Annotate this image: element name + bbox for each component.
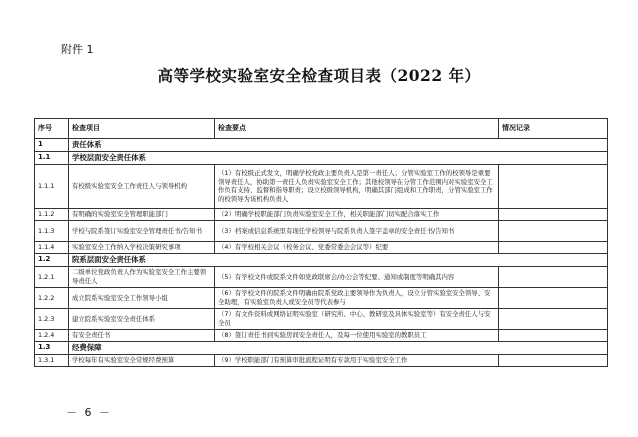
row-number: 1.1.3 xyxy=(35,220,69,241)
record-cell xyxy=(499,308,608,329)
row-number: 1.2.4 xyxy=(35,329,69,341)
section-row xyxy=(35,151,608,164)
header-item: 检查项目 xyxy=(69,119,215,139)
table-row xyxy=(35,354,608,366)
check-item: 有明确的实验室安全管理职能部门 xyxy=(69,208,215,220)
row-number: 1.2.1 xyxy=(35,266,69,287)
header-no: 序号 xyxy=(35,119,69,139)
record-cell xyxy=(499,241,608,253)
check-points: （3）档案或信息系统里有现任学校领导与院系负责人签字盖章的安全责任书/告知书 xyxy=(215,220,499,241)
check-points: （1）有校级正式发文，明确学校党政主要负责人是第一责任人；分管实验室工作的校领导是重要领导责任人，协助第一责任人负责实验室安全工作；其他校领导在分管工作范围内对实验室安全工作负有支持、监督和指导职责；设立校级领导机构，明确其部门组成和工作职责，分管实验室工作的校领导为该机构负责人 xyxy=(215,164,499,208)
check-item: 二级单位党政负责人作为实验室安全工作主要领导责任人 xyxy=(69,266,215,287)
row-number: 1.1.2 xyxy=(35,208,69,220)
record-cell xyxy=(499,220,608,241)
document-title: 高等学校实验室安全检查项目表（2022 年） xyxy=(157,66,481,85)
table-row xyxy=(35,308,608,329)
row-number: 1 xyxy=(35,139,69,152)
table-row xyxy=(35,220,608,241)
inspection-table xyxy=(34,118,608,367)
section-title: 学校层面安全责任体系 xyxy=(69,151,608,164)
page-number: － 6 － xyxy=(66,406,112,419)
row-number: 1.2 xyxy=(35,253,69,266)
row-number: 1.1.1 xyxy=(35,164,69,208)
section-row xyxy=(35,341,608,354)
check-points: （5）有学校文件或院系文件如党政联席会/办公会等纪要、通知或制度等明确其内容 xyxy=(215,266,499,287)
check-points: （4）有学校相关会议（校务会议、党委常委会会议等）纪要 xyxy=(215,241,499,253)
row-number: 1.2.2 xyxy=(35,287,69,308)
check-points: （6）有学校文件的院系文件明确由院系党政主要领导作为负责人，设立分管实验室安全领导、安全助理，有实验室负责人或安全员等代表参与 xyxy=(215,287,499,308)
check-points: （9）学校职能部门有预算审批流程证明有专款用于实验室安全工作 xyxy=(215,354,499,366)
table-row xyxy=(35,266,608,287)
header-record: 情况记录 xyxy=(499,119,608,139)
check-points: （2）明确学校职能部门负责实验室安全工作，相关职能部门切实配合落实工作 xyxy=(215,208,499,220)
row-number: 1.3 xyxy=(35,341,69,354)
check-item: 学校每年有实验室安全常规经费预算 xyxy=(69,354,215,366)
check-item: 有校级实验室安全工作责任人与领导机构 xyxy=(69,164,215,208)
header-points: 检查要点 xyxy=(215,119,499,139)
table-row xyxy=(35,164,608,208)
table-row xyxy=(35,208,608,220)
record-cell xyxy=(499,266,608,287)
section-title: 责任体系 xyxy=(69,139,608,152)
record-cell xyxy=(499,208,608,220)
record-cell xyxy=(499,164,608,208)
check-item: 学校与院系签订实验室安全管理责任书/告知书 xyxy=(69,220,215,241)
check-item: 有安全责任书 xyxy=(69,329,215,341)
row-number: 1.1 xyxy=(35,151,69,164)
check-item: 建立院系实验室安全责任体系 xyxy=(69,308,215,329)
table-row xyxy=(35,241,608,253)
attachment-label: 附件 1 xyxy=(61,43,94,56)
section-row xyxy=(35,139,608,152)
table-header-row xyxy=(35,119,608,139)
record-cell xyxy=(499,329,608,341)
record-cell xyxy=(499,287,608,308)
row-number: 1.2.3 xyxy=(35,308,69,329)
table-row xyxy=(35,329,608,341)
check-item: 成立院系实验室安全工作领导小组 xyxy=(69,287,215,308)
check-points: （7）有文件资料或网络证明实验室（研究所、中心、教研室及具体实验室等）有安全责任人与安全员 xyxy=(215,308,499,329)
row-number: 1.3.1 xyxy=(35,354,69,366)
check-item: 实验室安全工作纳入学校决策研究事项 xyxy=(69,241,215,253)
check-points: （8）签订责任书到实验房间安全责任人，及每一位使用实验室的教职员工 xyxy=(215,329,499,341)
table-row xyxy=(35,287,608,308)
row-number: 1.1.4 xyxy=(35,241,69,253)
record-cell xyxy=(499,354,608,366)
section-title: 院系层面安全责任体系 xyxy=(69,253,608,266)
section-row xyxy=(35,253,608,266)
section-title: 经费保障 xyxy=(69,341,608,354)
